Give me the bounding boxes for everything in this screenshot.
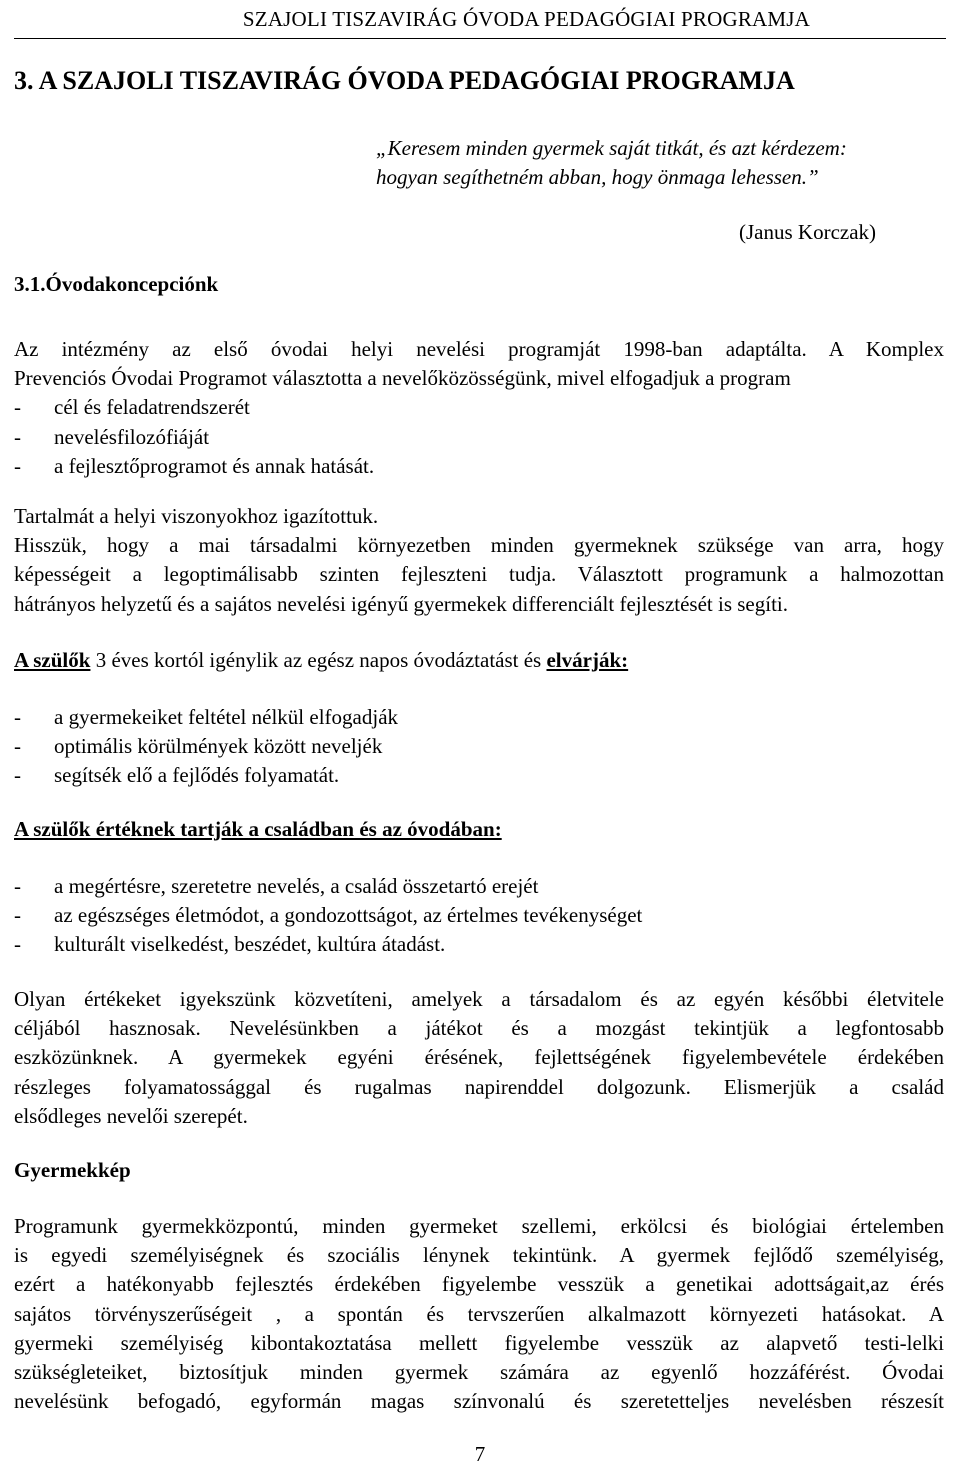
motto-line-2: hogyan segíthetném abban, hogy önmaga lehessen.” <box>376 165 819 189</box>
list-item: - segítsék elő a fejlődés folyamatát. <box>14 763 340 788</box>
intro-line-2: Prevenciós Óvodai Programot választotta a nevelőközösségünk, mivel elfogadjuk a program <box>14 366 791 391</box>
paragraph-line: elsődleges nevelői szerepét. <box>14 1103 248 1128</box>
page-header <box>0 0 960 44</box>
child-image-heading: Gyermekkép <box>14 1158 131 1182</box>
parents-values-heading: A szülők értéknek tartják a családban és az óvodában: <box>14 817 502 841</box>
list-item: - kulturált viselkedést, beszédet, kultúra átadást. <box>14 932 446 957</box>
paragraph-line: nevelésünk befogadó, egyformán magas színvonalú és szeretetteljes nevelésben részesít <box>14 1389 944 1414</box>
adapted-line-4: hátrányos helyzetű és a sajátos nevelési igényű gyermekek differenciált fejlesztését is segíti. <box>14 591 788 616</box>
paragraph-line: is egyedi személyiségnek és szociális lénynek tekintünk. A gyermek fejlődő személyiség, <box>14 1243 944 1268</box>
list-item: - optimális körülmények között neveljék <box>14 734 383 759</box>
list-item: - az egészséges életmódot, a gondozottságot, az értelmes tevékenységet <box>14 903 643 928</box>
intro-paragraph <box>14 335 944 481</box>
adapted-line-2: Hisszük, hogy a mai társadalmi környezetben minden gyermeknek szüksége van arra, hogy <box>14 533 944 558</box>
section-title: 3.1.Óvodakoncepciónk <box>14 272 219 296</box>
running-header-title: SZAJOLI TISZAVIRÁG ÓVODA PEDAGÓGIAI PROGRAMJA <box>242 7 810 31</box>
intro-line-1: Az intézmény az első óvodai helyi nevelési programját 1998-ban adaptálta. A Komplex <box>14 337 944 361</box>
paragraph-line: szükségleteiket, biztosítjuk minden gyermek számára az egyenlő hozzáférést. Óvodai <box>14 1360 944 1385</box>
adapted-line-3: képességeit a legoptimálisabb szinten fejleszteni tudja. Választott programunk a halmozottan <box>14 562 944 587</box>
paragraph-line: sajátos törvényszerűségeit , a spontán és tervszerűen alkalmazott környezeti hatásokat. A <box>14 1301 944 1326</box>
paragraph-line: eszközünknek. A gyermekek egyéni érésének, fejlettségének figyelembevétele érdekében <box>14 1045 944 1070</box>
paragraph-line: ezért a hatékonyabb fejlesztés érdekében figyelembe vesszük a genetikai adottságait,az érés <box>14 1272 944 1297</box>
parents-expect-lead: A szülők 3 éves kortól igénylik az egész napos óvodáztatást és elvárják: <box>14 648 629 672</box>
motto-quote <box>376 134 847 192</box>
expect-label: elvárják: <box>546 648 629 672</box>
list-item: - a fejlesztőprogramot és annak hatását. <box>14 453 375 478</box>
parents-values-list <box>14 872 944 960</box>
header-rule <box>14 38 946 39</box>
motto-author: (Janus Korczak) <box>739 220 877 244</box>
page-number: 7 <box>474 1442 486 1466</box>
chapter-title: 3. A SZAJOLI TISZAVIRÁG ÓVODA PEDAGÓGIAI PROGRAMJA <box>14 66 795 95</box>
adapted-paragraph <box>14 502 944 619</box>
paragraph-line: gyermeki személyiség kibontakoztatása mellett figyelembe vesszük az alapvető testi-lelki <box>14 1330 944 1355</box>
list-item: - cél és feladatrendszerét <box>14 395 250 420</box>
paragraph-line: céljából hasznosak. Nevelésünkben a játékot és a mozgást tekintjük a legfontosabb <box>14 1016 944 1041</box>
values-paragraph <box>14 985 944 1131</box>
child-image-paragraph <box>14 1212 944 1416</box>
list-item: - a gyermekeiket feltétel nélkül elfogadják <box>14 705 399 729</box>
parents-expect-list <box>14 703 944 791</box>
list-item: - a megértésre, szeretetre nevelés, a család összetartó erejét <box>14 874 539 898</box>
motto-line-1: „Keresem minden gyermek saját titkát, és azt kérdezem: <box>376 136 847 160</box>
list-item: - nevelésfilozófiáját <box>14 424 210 449</box>
adapted-line-1: Tartalmát a helyi viszonyokhoz igazítottuk. <box>14 504 379 528</box>
paragraph-line: részleges folyamatossággal és rugalmas napirenddel dolgozunk. Elismerjük a család <box>14 1074 944 1099</box>
paragraph-line: Olyan értékeket igyekszünk közvetíteni, amelyek a társadalom és az egyén későbbi életvitele <box>14 987 944 1011</box>
parents-label: A szülők <box>14 648 91 672</box>
paragraph-line: Programunk gyermekközpontú, minden gyermeket szellemi, erkölcsi és biológiai értelemben <box>14 1214 944 1238</box>
